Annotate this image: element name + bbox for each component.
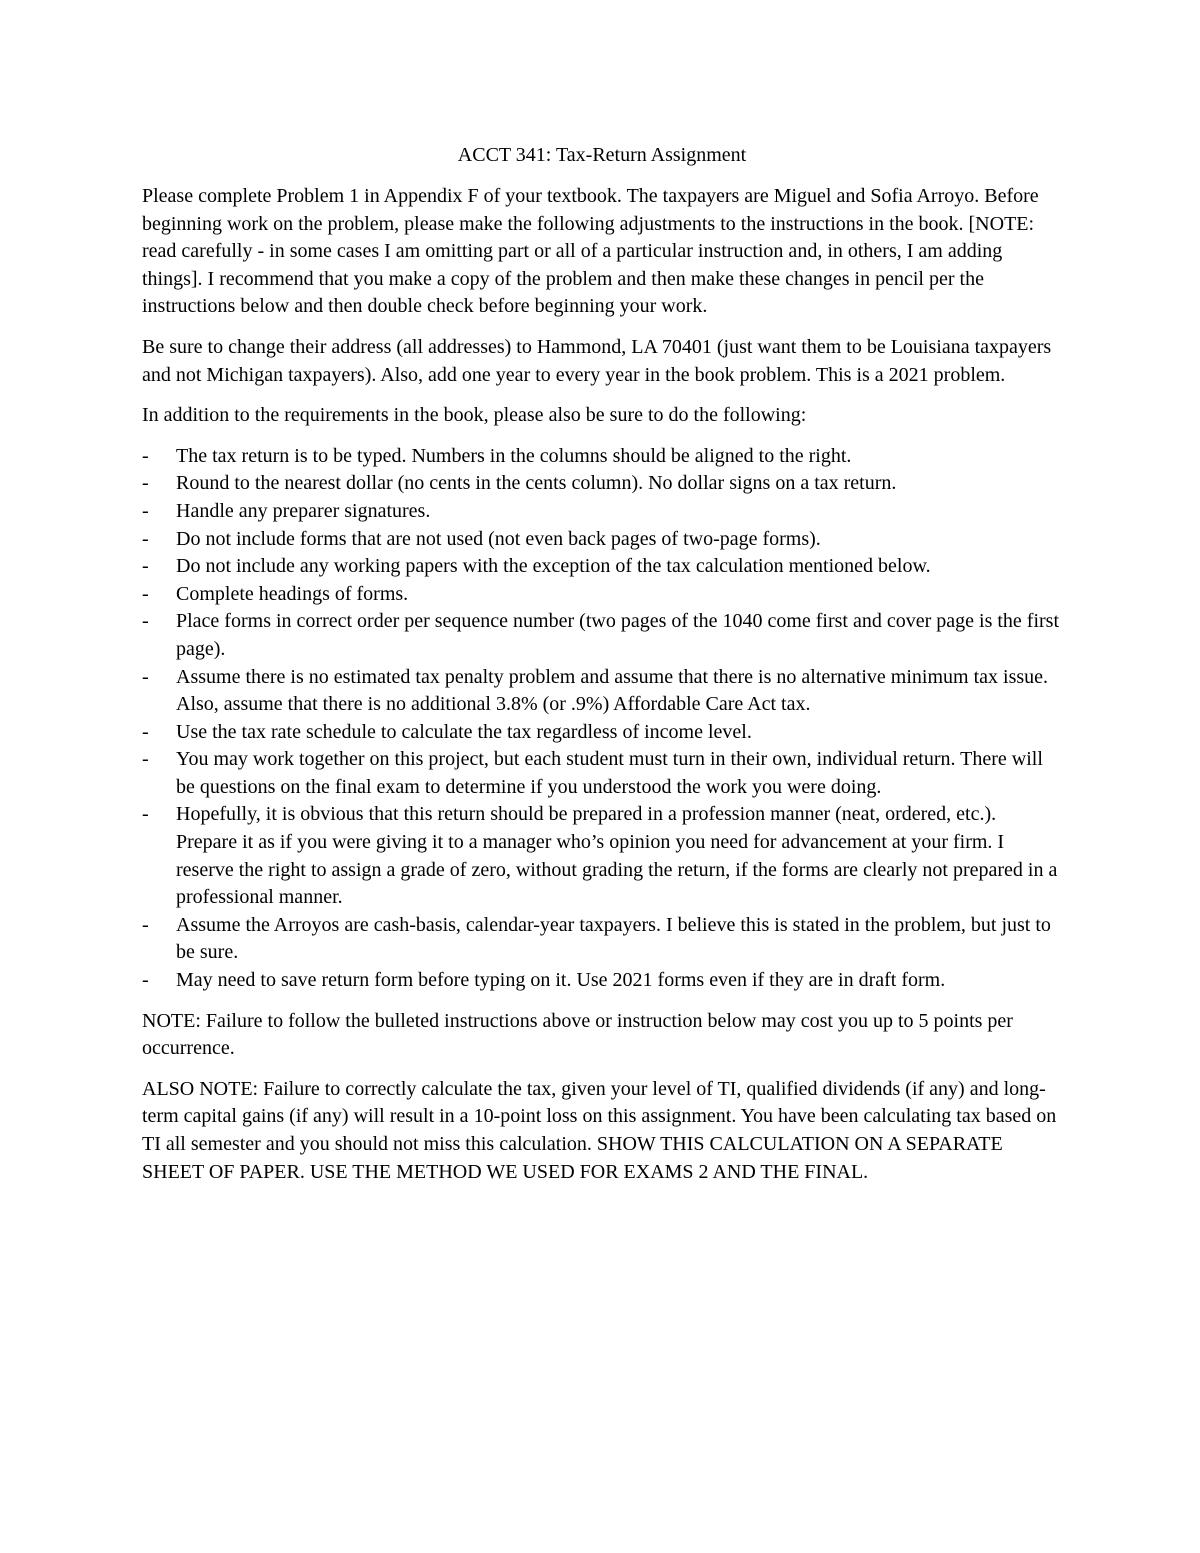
list-item bbox=[142, 719, 1062, 747]
intro-paragraph: Please complete Problem 1 in Appendix F of your textbook. The taxpayers are Miguel and Sofia Arroyo. Before beginning work on the problem, please make the following adjustments to the instructions in the book. [NOTE: read carefully - in some cases I am omitting part or all of a particular instruction and, in others, I am adding things]. I recommend that you make a copy of the problem and then make these changes in pencil per the instructions below and then double check before beginning your work. bbox=[142, 185, 1039, 318]
list-item-text: Place forms in correct order per sequence number (two pages of the 1040 come first and cover page is the first page). bbox=[176, 610, 1060, 660]
list-item bbox=[142, 526, 1062, 554]
bullet-marker: - bbox=[142, 720, 149, 743]
bullet-marker: - bbox=[142, 665, 149, 688]
tax-calculation-note-paragraph: ALSO NOTE: Failure to correctly calculate the tax, given your level of TI, qualified dividends (if any) and long-term capital gains (if any) will result in a 10-point loss on this assignment. You have been calculating tax based on TI all semester and you should not miss this calculation. SHOW THIS CALCULATION ON A SEPARATE SHEET OF PAPER. USE THE METHOD WE USED FOR EXAMS 2 AND THE FINAL. bbox=[142, 1077, 1057, 1183]
bullet-marker: - bbox=[142, 969, 149, 992]
list-item bbox=[142, 498, 1062, 526]
bullet-marker: - bbox=[142, 444, 149, 467]
list-item bbox=[142, 967, 1062, 995]
list-item bbox=[142, 912, 1062, 967]
bullet-marker: - bbox=[142, 913, 149, 936]
list-item bbox=[142, 553, 1062, 581]
address-paragraph: Be sure to change their address (all addresses) to Hammond, LA 70401 (just want them to be Louisiana taxpayers and not Michigan taxpayers). Also, add one year to every year in the book problem. This is a 2021 problem. bbox=[142, 335, 1052, 386]
list-item-text: Do not include any working papers with the exception of the tax calculation mentioned below. bbox=[176, 555, 931, 578]
bullet-marker: - bbox=[142, 527, 149, 550]
bullet-marker: - bbox=[142, 499, 149, 522]
list-item-text: Hopefully, it is obvious that this return should be prepared in a profession manner (neat, ordered, etc.). Prepare it as if you were giving it to a manager who’s opinion you need for advancement at your firm. I reserve the right to assign a grade of zero, without grading the return, if the forms are clearly not prepared in a professional manner. bbox=[176, 803, 1058, 909]
bullet-marker: - bbox=[142, 803, 149, 826]
list-item-text: May need to save return form before typing on it. Use 2021 forms even if they are in draft form. bbox=[176, 969, 946, 992]
list-item-text: Assume there is no estimated tax penalty problem and assume that there is no alternative minimum tax issue. Also, assume that there is no additional 3.8% (or .9%) Affordable Care Act tax. bbox=[176, 665, 1049, 716]
bullet-marker: - bbox=[142, 555, 149, 578]
list-item bbox=[142, 581, 1062, 609]
list-item bbox=[142, 801, 1062, 911]
penalty-note-paragraph: NOTE: Failure to follow the bulleted instructions above or instruction below may cost you up to 5 points per occurrence. bbox=[142, 1009, 1013, 1060]
list-item-text: Handle any preparer signatures. bbox=[176, 499, 431, 522]
requirements-intro-paragraph: In addition to the requirements in the book, please also be sure to do the following: bbox=[142, 404, 807, 427]
list-item-text: The tax return is to be typed. Numbers in the columns should be aligned to the right. bbox=[176, 444, 852, 467]
bullet-marker: - bbox=[142, 472, 149, 495]
list-item bbox=[142, 443, 1062, 471]
list-item-text: Round to the nearest dollar (no cents in the cents column). No dollar signs on a tax return. bbox=[176, 472, 897, 495]
bullet-marker: - bbox=[142, 748, 149, 771]
requirements-list bbox=[142, 443, 1062, 995]
list-item-text: Use the tax rate schedule to calculate the tax regardless of income level. bbox=[176, 720, 752, 743]
list-item-text: Assume the Arroyos are cash-basis, calendar-year taxpayers. I believe this is stated in the problem, but just to be sure. bbox=[176, 913, 1051, 964]
list-item-text: You may work together on this project, but each student must turn in their own, individual return. There will be questions on the final exam to determine if you understood the work you were doing. bbox=[176, 748, 1043, 798]
list-item bbox=[142, 664, 1062, 719]
list-item bbox=[142, 746, 1062, 801]
document-page bbox=[142, 140, 1062, 1199]
list-item bbox=[142, 608, 1062, 663]
document-title: ACCT 341: Tax-Return Assignment bbox=[457, 144, 747, 166]
list-item-text: Complete headings of forms. bbox=[176, 582, 409, 605]
bullet-marker: - bbox=[142, 610, 149, 633]
list-item bbox=[142, 470, 1062, 498]
bullet-marker: - bbox=[142, 582, 149, 605]
list-item-text: Do not include forms that are not used (not even back pages of two-page forms). bbox=[176, 527, 821, 550]
